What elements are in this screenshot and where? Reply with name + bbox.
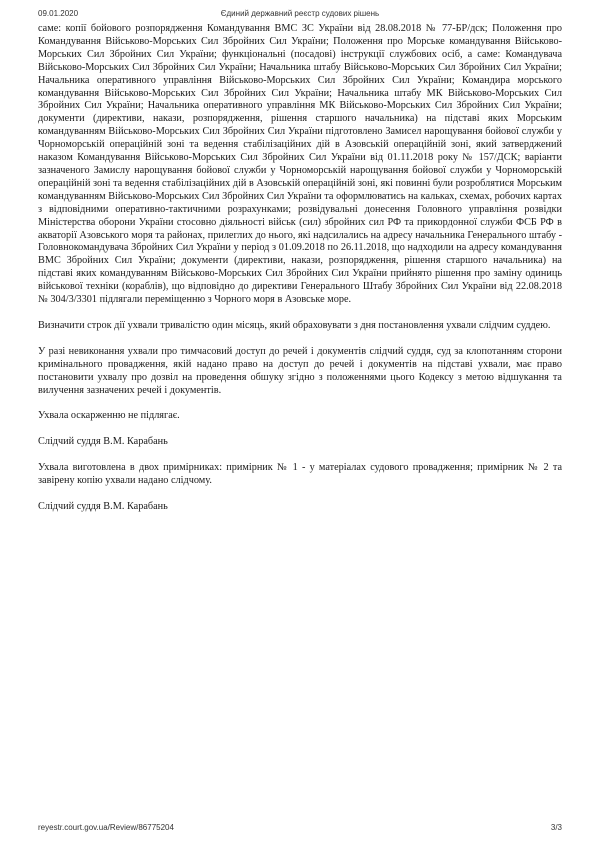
page-footer <box>0 823 600 835</box>
judge-signature-final: Слідчий суддя В.М. Карабань <box>38 501 168 513</box>
page-number: 3/3 <box>550 823 562 832</box>
page-header <box>0 9 600 21</box>
paragraph-non-execution: У разі невиконання ухвали про тимчасовий доступ до речей і документів слідчий суддя, суд за клопотанням сторони кримінального провадження, якій надано право на доступ до речей і документів на підставі ухвали, має право постановити ухвалу про дозвіл на проведення обшуку згідно з положеннями цього Кодексу з метою відшукання та вилучення зазначених речей і документів. <box>38 345 562 396</box>
paragraph-copies: Ухвала виготовлена в двох примірниках: примірник № 1 - у матеріалах судового провадження; примірник № 2 та завірену копію ухвали надано слідчому. <box>38 462 562 487</box>
document-body <box>38 23 562 514</box>
paragraph-validity-term: Визначити строк дії ухвали тривалістю один місяць, який обраховувати з дня постановлення ухвали слідчим суддею. <box>38 319 551 331</box>
paragraph-documents-list: саме: копії бойового розпорядження Командування ВМС ЗС України від 28.08.2018 № 77-БР/дск; Положення про Командування Військово-Морських Сил Збройних Сил України; Положення про Морське командування Військово-Морських Сил Збройних Сил України; функціональні (посадові) інструкції службових осіб, а саме: Командувача Військово-Морських Сил Збройних Сил України; Начальника штабу Військово-Морських Сил Збройних Сил України; Начальника оперативного управління Військово-Морських Сил Збройних Сил України; Командира морського командування Військово-Морських Сил Збройних Сил України; Начальника штабу МК Військово-Морських Сил Збройних Сил України; Начальника оперативного управління МК Військово-Морських Сил Збройних Сил України; документи (директиви, накази, розпорядження, рішення старшого начальника) на підставі яких Морським командуванням Військово-Морських Сил Збройних Сил України підготовлено Замисел нарощування бойової служби у Чорноморській операційній зоні та ведення стабілізаційних дій в Азовській операційній зоні, який затверджений наказом Командування Військово-Морських Сил Збройних Сил України від 01.11.2018 року № 157/ДСК; варіанти зазначеного Замислу нарощування бойової служби у Чорноморській нарощування бойової служби у Чорноморській операційній зоні та ведення стабілізаційних дій в Азовській операційній зоні, які повинні були розроблятися Морським командуванням Військово-Морських Сил Збройних Сил України та оформлюватись на кальках, схемах, робочих картах з відповідними оперативно-тактичними розрахунками; розвідувальні донесення Головного управління розвідки Міністерства оборони України стосовно діяльності військ (сил) збройних сил РФ та прикордонної служби ФСБ РФ в акваторії Азовського моря та районах, прилеглих до нього, які надсилались на адресу начальника Генерального штабу - Головнокомандувача Збройних Сил України у період з 01.09.2018 по 26.11.2018, що надходили на адресу командування ВМС Збройних Сил України; документи (директиви, накази, розпорядження, рішення старшого начальника) на підставі яких командуванням Військово-Морських Сил Збройних Сил України прийнято рішення про заміну одиниць військової техніки (кораблів), що відповідно до директиви Генерального Штабу Збройних Сил України від 22.08.2018 № 304/3/3301 підлягали переміщенню з Чорного моря в Азовське море. <box>38 23 562 306</box>
document-url[interactable]: reyestr.court.gov.ua/Review/86775204 <box>38 823 174 832</box>
paragraph-not-appealable: Ухвала оскарженню не підлягає. <box>38 410 180 422</box>
print-date: 09.01.2020 <box>38 9 79 18</box>
site-title: Єдиний державний реєстр судових рішень <box>220 9 380 18</box>
judge-signature: Слідчий суддя В.М. Карабань <box>38 436 168 448</box>
